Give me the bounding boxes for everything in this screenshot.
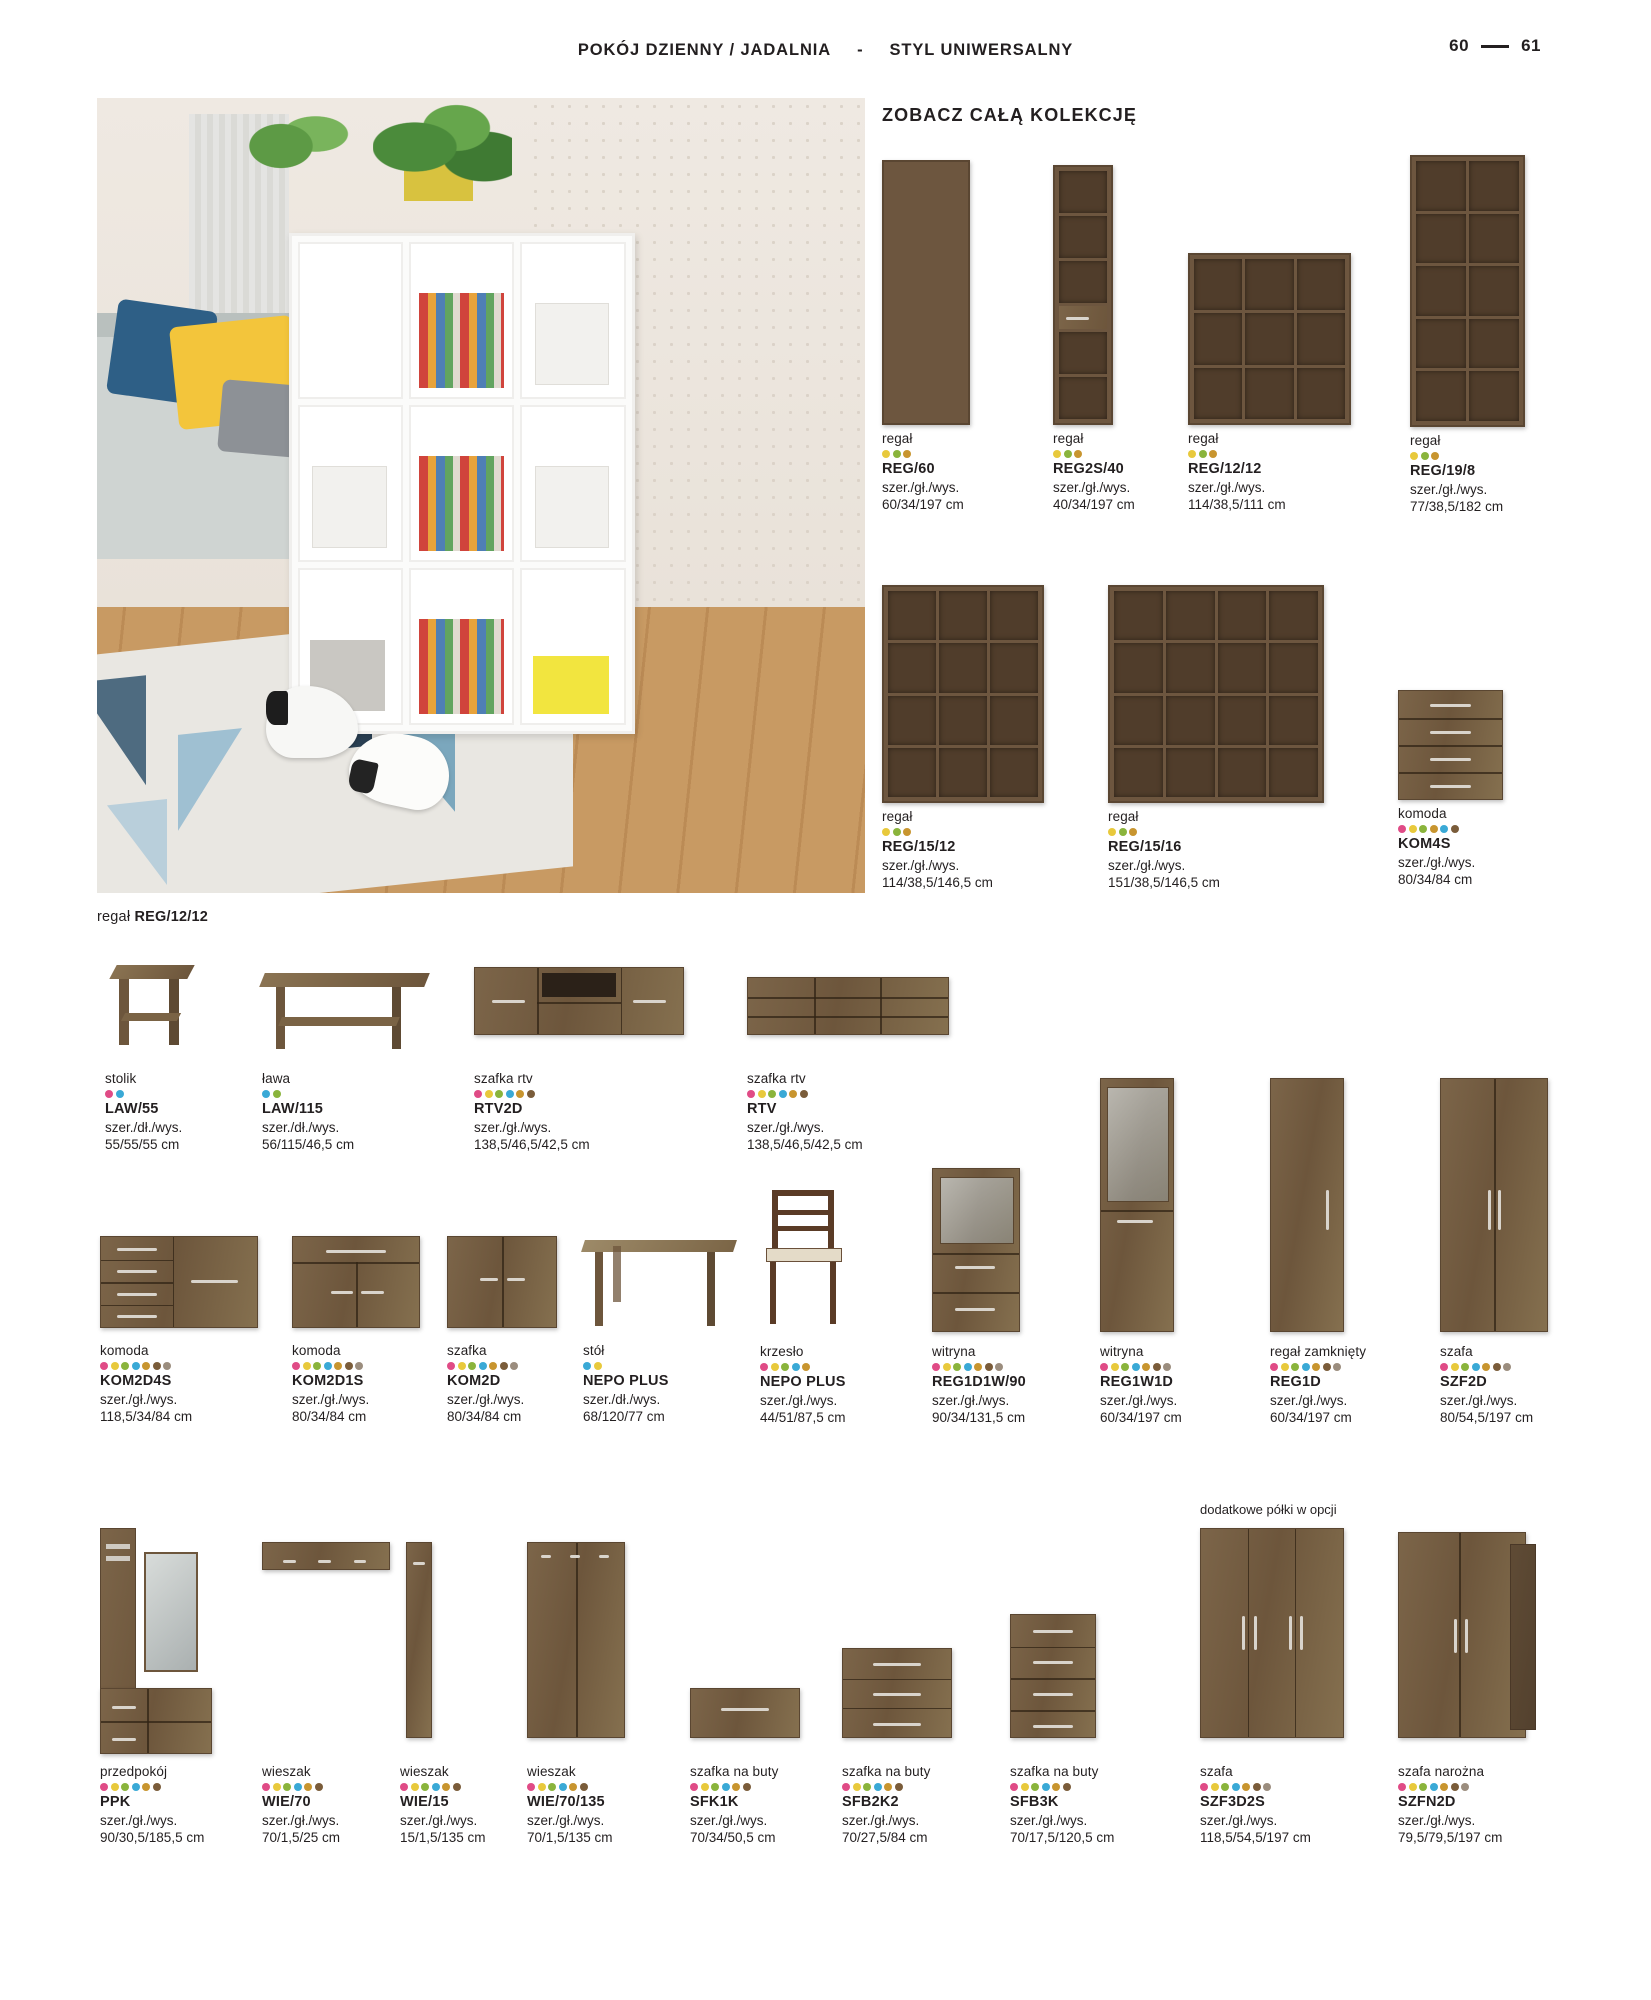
- product-card-wie-70[interactable]: [262, 1528, 340, 1847]
- product-code: KOM2D: [447, 1373, 501, 1389]
- product-color-dots: [292, 1362, 369, 1370]
- product-color-dots: [1108, 828, 1324, 836]
- product-image-wie-15: [400, 1528, 486, 1758]
- product-code: SZF2D: [1440, 1374, 1487, 1390]
- product-dims-label: szer./gł./wys.: [1398, 855, 1476, 870]
- product-card-sfk1k[interactable]: [690, 1528, 778, 1847]
- product-dims: 80/34/84 cm: [292, 1409, 367, 1425]
- product-dims-label: szer./gł./wys.: [474, 1120, 552, 1135]
- product-color-dots: [1440, 1363, 1533, 1371]
- product-category: szafka rtv: [474, 1071, 533, 1086]
- product-color-dots: [842, 1783, 930, 1791]
- product-color-dots: [527, 1783, 613, 1791]
- page-header: [0, 36, 1651, 64]
- product-color-dots: [1053, 450, 1135, 458]
- product-dims-label: szer./gł./wys.: [447, 1392, 525, 1407]
- product-code: KOM2D1S: [292, 1373, 364, 1389]
- product-dims: 151/38,5/146,5 cm: [1108, 875, 1220, 891]
- product-color-dots: [262, 1090, 354, 1098]
- product-category: komoda: [1398, 806, 1447, 821]
- header-title-right: STYL UNIWERSALNY: [889, 40, 1074, 59]
- product-card-szf3d2s[interactable]: [1200, 1528, 1311, 1847]
- product-card-reg1d[interactable]: [1270, 1078, 1366, 1427]
- product-dims: 70/1,5/25 cm: [262, 1830, 341, 1846]
- product-color-dots: [1100, 1363, 1182, 1371]
- product-image-reg-19-8: [1410, 155, 1525, 427]
- product-card-kom2d4s[interactable]: [100, 1222, 192, 1426]
- product-color-dots: [747, 1090, 863, 1098]
- product-dims: 56/115/46,5 cm: [262, 1137, 355, 1153]
- product-category: szafka na buty: [842, 1764, 931, 1779]
- product-category: przedpokój: [100, 1764, 168, 1779]
- extra-shelves-note: dodatkowe półki w opcji: [1200, 1502, 1337, 1517]
- product-code: KOM4S: [1398, 836, 1451, 852]
- page-number-right: 61: [1521, 36, 1541, 55]
- product-image-law-55: [105, 955, 182, 1065]
- product-image-sfb3k: [1010, 1528, 1114, 1758]
- product-dims-label: szer./gł./wys.: [400, 1813, 478, 1828]
- product-card-reg1d1w-90[interactable]: [932, 1168, 1026, 1427]
- product-category: witryna: [1100, 1344, 1144, 1359]
- product-image-law-115: [262, 955, 354, 1065]
- product-color-dots: [1410, 452, 1525, 460]
- page-numbers: [1449, 36, 1541, 56]
- product-image-reg1w1d: [1100, 1078, 1182, 1338]
- product-image-kom2d1s: [292, 1222, 369, 1337]
- product-image-szf2d: [1440, 1078, 1533, 1338]
- room-photo: [97, 98, 865, 893]
- product-dims: 70/34/50,5 cm: [690, 1830, 776, 1846]
- hero-caption-code: REG/12/12: [134, 909, 209, 925]
- product-dims: 60/34/197 cm: [1270, 1410, 1352, 1426]
- product-code: RTV2D: [474, 1101, 523, 1117]
- hero-caption-category: regał: [97, 909, 135, 925]
- product-card-wie-70-135[interactable]: [527, 1528, 613, 1847]
- product-card-reg-19-8[interactable]: [1410, 155, 1525, 516]
- product-code: REG1W1D: [1100, 1374, 1174, 1390]
- product-image-reg-12-12: [1188, 253, 1351, 425]
- product-category: regał: [1188, 431, 1219, 446]
- product-category: regał: [1410, 433, 1441, 448]
- product-dims: 70/17,5/120,5 cm: [1010, 1830, 1115, 1846]
- product-card-rtv2d[interactable]: [474, 955, 590, 1154]
- product-dims: 40/34/197 cm: [1053, 497, 1135, 513]
- product-card-reg1w1d[interactable]: [1100, 1078, 1182, 1427]
- product-dims-label: szer./gł./wys.: [1270, 1393, 1348, 1408]
- product-color-dots: [105, 1090, 182, 1098]
- product-category: wieszak: [527, 1764, 576, 1779]
- product-image-wie-70: [262, 1528, 340, 1758]
- product-dims: 55/55/55 cm: [105, 1137, 180, 1153]
- product-dims: 60/34/197 cm: [882, 497, 964, 513]
- product-dims-label: szer./dł./wys.: [262, 1120, 340, 1135]
- product-dims-label: szer./gł./wys.: [760, 1393, 838, 1408]
- product-card-reg-12-12[interactable]: [1188, 253, 1351, 514]
- photo-plant-right: [373, 98, 511, 185]
- product-dims: 80/34/84 cm: [447, 1409, 522, 1425]
- product-color-dots: [583, 1362, 669, 1370]
- product-color-dots: [1188, 450, 1351, 458]
- product-category: ława: [262, 1071, 291, 1086]
- product-dims-label: szer./gł./wys.: [882, 480, 960, 495]
- product-image-kom2d4s: [100, 1222, 192, 1337]
- product-image-rtv2d: [474, 955, 590, 1065]
- product-color-dots: [1200, 1783, 1311, 1791]
- product-card-law-55[interactable]: [105, 955, 182, 1154]
- product-dims-label: szer./gł./wys.: [690, 1813, 768, 1828]
- product-dims-label: szer./gł./wys.: [1010, 1813, 1088, 1828]
- product-category: regał zamknięty: [1270, 1344, 1367, 1359]
- product-category: szafa narożna: [1398, 1764, 1485, 1779]
- product-code: WIE/70: [262, 1794, 311, 1810]
- product-category: szafka na buty: [1010, 1764, 1099, 1779]
- product-category: stolik: [105, 1071, 137, 1086]
- product-category: szafka: [447, 1343, 487, 1358]
- product-code: NEPO PLUS: [760, 1374, 846, 1390]
- product-color-dots: [447, 1362, 524, 1370]
- product-card-reg-15-16[interactable]: [1108, 585, 1324, 892]
- product-dims-label: szer./gł./wys.: [527, 1813, 605, 1828]
- product-dims-label: szer./dł./wys.: [583, 1392, 661, 1407]
- product-image-kom2d: [447, 1222, 524, 1337]
- product-image-reg-60: [882, 160, 970, 425]
- product-dims: 44/51/87,5 cm: [760, 1410, 846, 1426]
- product-dims: 80/34/84 cm: [1398, 872, 1473, 888]
- product-code: LAW/55: [105, 1101, 159, 1117]
- photo-plant-left: [235, 98, 350, 178]
- product-dims-label: szer./gł./wys.: [932, 1393, 1010, 1408]
- hero-photo-frame: [97, 98, 865, 893]
- product-dims: 138,5/46,5/42,5 cm: [747, 1137, 863, 1153]
- product-color-dots: [932, 1363, 1026, 1371]
- product-card-reg-60[interactable]: [882, 160, 970, 514]
- product-dims-label: szer./gł./wys.: [1100, 1393, 1178, 1408]
- product-code: WIE/15: [400, 1794, 449, 1810]
- product-card-kom2d[interactable]: [447, 1222, 524, 1426]
- product-code: REG2S/40: [1053, 461, 1124, 477]
- product-dims-label: szer./gł./wys.: [100, 1392, 178, 1407]
- product-card-sfb2k2[interactable]: [842, 1528, 930, 1847]
- product-color-dots: [100, 1783, 204, 1791]
- product-dims-label: szer./gł./wys.: [1053, 480, 1131, 495]
- product-dims: 70/1,5/135 cm: [527, 1830, 613, 1846]
- product-image-szfn2d: [1398, 1528, 1502, 1758]
- product-code: REG/60: [882, 461, 935, 477]
- hero-caption: [97, 909, 208, 925]
- product-image-rtv: [747, 955, 863, 1065]
- product-code: KOM2D4S: [100, 1373, 172, 1389]
- product-card-stol-nepo-plus[interactable]: [583, 1222, 669, 1426]
- product-category: komoda: [100, 1343, 149, 1358]
- product-dims-label: szer./gł./wys.: [1410, 482, 1488, 497]
- product-code: SZF3D2S: [1200, 1794, 1266, 1810]
- product-code: REG/19/8: [1410, 463, 1476, 479]
- product-category: krzesło: [760, 1344, 804, 1359]
- product-dims-label: szer./gł./wys.: [1398, 1813, 1476, 1828]
- product-image-szf3d2s: [1200, 1528, 1311, 1758]
- product-code: SFK1K: [690, 1794, 739, 1810]
- header-title-left: POKÓJ DZIENNY / JADALNIA: [577, 40, 832, 59]
- product-code: RTV: [747, 1101, 777, 1117]
- product-category: witryna: [932, 1344, 976, 1359]
- product-dims-label: szer./gł./wys.: [1440, 1393, 1518, 1408]
- product-image-stol-nepo-plus: [583, 1222, 669, 1337]
- product-dims: 79,5/79,5/197 cm: [1398, 1830, 1503, 1846]
- product-color-dots: [400, 1783, 486, 1791]
- product-dims-label: szer./gł./wys.: [747, 1120, 825, 1135]
- collection-title: ZOBACZ CAŁĄ KOLEKCJĘ: [882, 105, 1137, 125]
- product-color-dots: [1010, 1783, 1114, 1791]
- product-card-kom2d1s[interactable]: [292, 1222, 369, 1426]
- product-code: NEPO PLUS: [583, 1373, 669, 1389]
- product-code: LAW/115: [262, 1101, 324, 1117]
- product-code: SFB3K: [1010, 1794, 1059, 1810]
- product-dims: 118,5/54,5/197 cm: [1200, 1830, 1311, 1846]
- product-card-szf2d[interactable]: [1440, 1078, 1533, 1427]
- product-dims: 77/38,5/182 cm: [1410, 499, 1504, 515]
- product-code: REG/15/12: [882, 839, 956, 855]
- product-code: REG1D: [1270, 1374, 1321, 1390]
- page-number-divider: [1481, 45, 1509, 48]
- product-image-sfb2k2: [842, 1528, 930, 1758]
- product-dims-label: szer./gł./wys.: [262, 1813, 340, 1828]
- page-number-left: 60: [1449, 36, 1470, 55]
- product-image-reg2s-40: [1053, 165, 1135, 425]
- product-color-dots: [882, 450, 970, 458]
- product-card-law-115[interactable]: [262, 955, 354, 1154]
- product-card-szfn2d[interactable]: [1398, 1528, 1502, 1847]
- product-code: SZFN2D: [1398, 1794, 1456, 1810]
- product-color-dots: [1270, 1363, 1366, 1371]
- product-dims: 70/27,5/84 cm: [842, 1830, 928, 1846]
- product-color-dots: [690, 1783, 778, 1791]
- product-dims: 68/120/77 cm: [583, 1409, 665, 1425]
- product-dims: 114/38,5/146,5 cm: [882, 875, 993, 891]
- product-dims-label: szer./gł./wys.: [882, 858, 960, 873]
- product-image-sfk1k: [690, 1528, 778, 1758]
- product-dims-label: szer./gł./wys.: [100, 1813, 178, 1828]
- product-code: REG/15/16: [1108, 839, 1182, 855]
- product-category: szafa: [1440, 1344, 1473, 1359]
- product-category: komoda: [292, 1343, 341, 1358]
- product-card-wie-15[interactable]: [400, 1528, 486, 1847]
- product-dims: 114/38,5/111 cm: [1188, 497, 1286, 513]
- product-dims: 90/30,5/185,5 cm: [100, 1830, 205, 1846]
- product-dims: 118,5/34/84 cm: [100, 1409, 193, 1425]
- product-image-reg-15-16: [1108, 585, 1324, 803]
- product-color-dots: [760, 1363, 846, 1371]
- product-image-wie-70-135: [527, 1528, 613, 1758]
- product-category: stół: [583, 1343, 605, 1358]
- photo-shelf-unit: [289, 233, 635, 734]
- product-card-krzeslo-nepo-plus[interactable]: [760, 1190, 846, 1427]
- product-card-kom4s[interactable]: [1398, 690, 1503, 889]
- product-category: wieszak: [262, 1764, 311, 1779]
- product-dims: 80/54,5/197 cm: [1440, 1410, 1534, 1426]
- product-image-krzeslo-nepo-plus: [760, 1190, 846, 1338]
- product-dims-label: szer./gł./wys.: [292, 1392, 370, 1407]
- product-color-dots: [882, 828, 1044, 836]
- product-image-ppk: [100, 1528, 204, 1758]
- product-code: WIE/70/135: [527, 1794, 605, 1810]
- product-card-reg-15-12[interactable]: [882, 585, 1044, 892]
- product-category: szafka na buty: [690, 1764, 779, 1779]
- product-card-sfb3k[interactable]: [1010, 1528, 1114, 1847]
- product-image-reg1d1w-90: [932, 1168, 1026, 1338]
- product-card-reg2s-40[interactable]: [1053, 165, 1135, 514]
- product-color-dots: [1398, 1783, 1502, 1791]
- product-dims: 60/34/197 cm: [1100, 1410, 1182, 1426]
- product-dims: 15/1,5/135 cm: [400, 1830, 486, 1846]
- product-color-dots: [262, 1783, 340, 1791]
- product-card-rtv[interactable]: [747, 955, 863, 1154]
- product-card-ppk[interactable]: [100, 1528, 204, 1847]
- product-code: SFB2K2: [842, 1794, 899, 1810]
- product-color-dots: [1398, 825, 1503, 833]
- product-code: REG1D1W/90: [932, 1374, 1026, 1390]
- product-dims-label: szer./gł./wys.: [1188, 480, 1266, 495]
- product-code: REG/12/12: [1188, 461, 1262, 477]
- product-dims: 90/34/131,5 cm: [932, 1410, 1026, 1426]
- product-image-kom4s: [1398, 690, 1503, 800]
- product-category: regał: [1053, 431, 1084, 446]
- product-category: szafka rtv: [747, 1071, 806, 1086]
- product-category: regał: [882, 431, 913, 446]
- product-dims-label: szer./gł./wys.: [842, 1813, 920, 1828]
- product-color-dots: [474, 1090, 590, 1098]
- product-color-dots: [100, 1362, 192, 1370]
- product-image-reg1d: [1270, 1078, 1366, 1338]
- product-dims-label: szer./dł./wys.: [105, 1120, 183, 1135]
- product-code: PPK: [100, 1794, 131, 1810]
- product-category: wieszak: [400, 1764, 449, 1779]
- product-dims-label: szer./gł./wys.: [1108, 858, 1186, 873]
- product-image-reg-15-12: [882, 585, 1044, 803]
- product-category: regał: [1108, 809, 1139, 824]
- product-category: szafa: [1200, 1764, 1233, 1779]
- header-separator: -: [857, 40, 864, 59]
- product-dims: 138,5/46,5/42,5 cm: [474, 1137, 590, 1153]
- product-dims-label: szer./gł./wys.: [1200, 1813, 1278, 1828]
- product-category: regał: [882, 809, 913, 824]
